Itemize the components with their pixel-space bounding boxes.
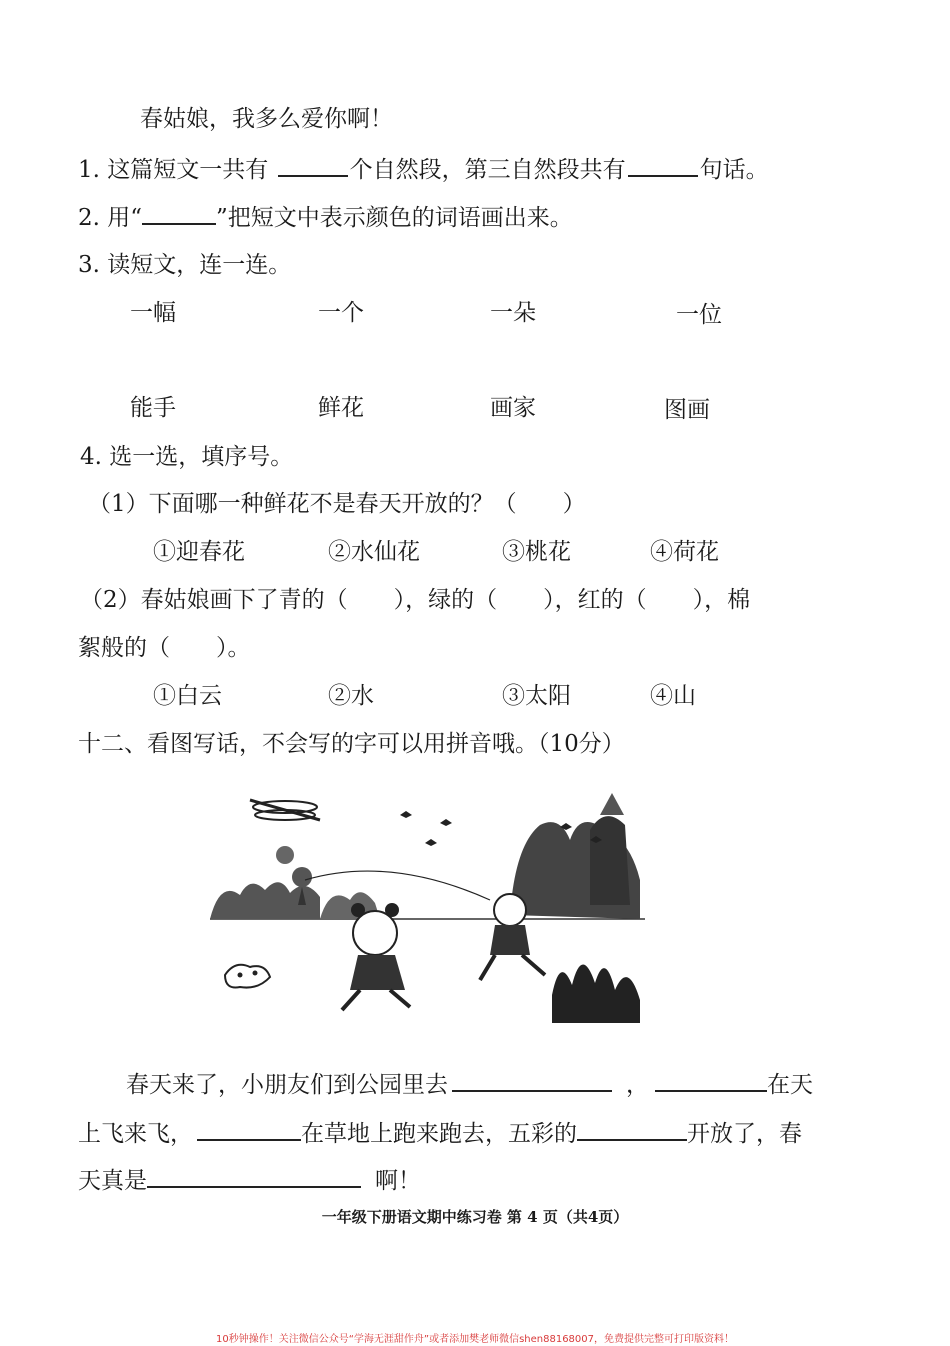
- question-1-text-c: 句话。: [699, 157, 769, 183]
- answer-blank[interactable]: [197, 1117, 301, 1141]
- writing-line-3: [78, 1164, 421, 1196]
- question-2-text-a: 2. 用“: [78, 205, 143, 231]
- question-4-sub1: （1）下面哪一种鲜花不是春天开放的？（ ）: [88, 491, 586, 517]
- question-3-title: 3. 读短文，连一连。: [78, 252, 292, 278]
- kite-flying-illustration: [210, 785, 645, 1023]
- footer-text: 页（共: [542, 1208, 588, 1226]
- option[interactable]: ①白云: [153, 683, 222, 709]
- question-1-text-b: 个自然段，第三自然段共有: [349, 157, 626, 183]
- writing-line-2: [78, 1117, 802, 1149]
- writing-text: 天真是: [78, 1168, 147, 1194]
- answer-blank[interactable]: [577, 1117, 687, 1141]
- footer-text: 页）: [598, 1208, 629, 1226]
- option[interactable]: ②水: [328, 683, 374, 709]
- writing-text: 在草地上跑来跑去，五彩的: [301, 1121, 577, 1147]
- question-4-title: 4. 选一选，填序号。: [80, 444, 294, 470]
- question-4-sub2-line2: 絮般的（ ）。: [78, 635, 251, 661]
- answer-blank[interactable]: [452, 1068, 612, 1092]
- writing-text: 啊！: [375, 1168, 421, 1194]
- passage-last-line: 春姑娘，我多么爱你啊！: [140, 106, 393, 132]
- footer-total-pages: 4: [587, 1208, 599, 1226]
- match-bottom-word[interactable]: 鲜花: [318, 395, 364, 421]
- page-footer: [0, 1206, 950, 1227]
- option[interactable]: ③桃花: [502, 539, 571, 565]
- option[interactable]: ①迎春花: [153, 539, 245, 565]
- option[interactable]: ④荷花: [650, 539, 719, 565]
- match-top-word[interactable]: 一朵: [490, 300, 536, 326]
- writing-text: 春天来了，小朋友们到公园里去: [126, 1072, 448, 1098]
- writing-text: ，: [626, 1072, 649, 1098]
- writing-text: 在天: [767, 1072, 813, 1098]
- match-top-word[interactable]: 一个: [318, 300, 364, 326]
- question-1-text-a: 1. 这篇短文一共有: [78, 157, 269, 183]
- writing-line-1: [126, 1068, 813, 1100]
- question-1: [78, 153, 769, 185]
- answer-blank[interactable]: [278, 153, 348, 177]
- section-12-title: 十二、看图写话，不会写的字可以用拼音哦。（10分）: [78, 731, 625, 757]
- option[interactable]: ④山: [650, 683, 696, 709]
- question-2-text-b: ”把短文中表示颜色的词语画出来。: [216, 205, 573, 231]
- match-bottom-word[interactable]: 画家: [490, 395, 536, 421]
- writing-text: 开放了，春: [687, 1121, 802, 1147]
- match-top-word[interactable]: 一位: [676, 302, 722, 328]
- match-top-word[interactable]: 一幅: [130, 300, 176, 326]
- option[interactable]: ③太阳: [502, 683, 571, 709]
- promo-note: 10秒钟操作！关注微信公众号“学海无涯甜作舟”或者添加樊老师微信shen88168007，免费提供完整可打印版资料！: [215, 1334, 735, 1345]
- question-4-sub2-line1: （2）春姑娘画下了青的（ ），绿的（ ），红的（ ），棉: [80, 587, 751, 613]
- match-bottom-word[interactable]: 能手: [130, 395, 176, 421]
- footer-text: 一年级下册语文期中练习卷 第: [321, 1208, 522, 1226]
- answer-blank[interactable]: [655, 1068, 767, 1092]
- option[interactable]: ②水仙花: [328, 539, 420, 565]
- answer-blank[interactable]: [142, 201, 216, 225]
- answer-blank[interactable]: [147, 1164, 361, 1188]
- question-2: [78, 201, 573, 233]
- answer-blank[interactable]: [628, 153, 698, 177]
- footer-page-number: 4: [527, 1208, 538, 1226]
- writing-text: 上飞来飞，: [78, 1121, 193, 1147]
- match-bottom-word[interactable]: 图画: [664, 397, 710, 423]
